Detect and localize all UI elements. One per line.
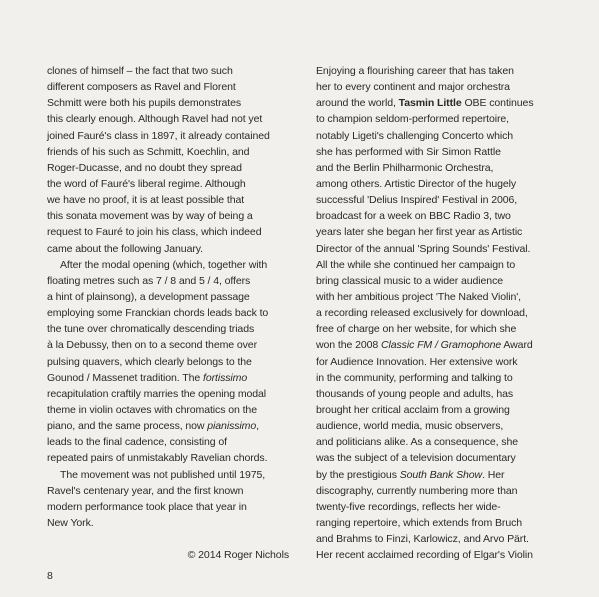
text-line: pulsing quavers, which clearly belongs to the [47,355,252,368]
text-line: employing some Franckian chords leads back to [47,307,269,320]
text-line: to champion seldom-performed repertoire, [316,113,509,126]
text-run: . Her [482,468,505,481]
text-line: and Brahms to Finzi, Karlowicz, and Arvo Pärt. [316,533,529,546]
text-line [47,418,299,434]
text-line: different composers as Ravel and Florent [47,81,236,94]
italic-term: fortissimo [202,371,248,384]
text-line: Director of the annual 'Spring Sounds' Festival. [316,242,531,255]
text-line: broadcast for a week on BBC Radio 3, two [316,210,511,223]
text-run: Gounod / Massenet tradition. The [47,371,203,384]
text-line: and politicians alike. As a consequence, she [316,436,518,449]
text-run: around the world, [316,97,399,110]
text-line: her to every continent and major orchestra [316,81,510,94]
text-line [47,370,299,386]
text-line: leads to the final cadence, consisting of [47,436,228,449]
text-run: by the prestigious [316,468,400,481]
text-line: request to Fauré to join his class, which indeed [47,226,262,239]
text-line: years later she began her first year as Artistic [316,226,523,239]
text-line: audience, world media, music observers, [316,420,504,433]
left-column [47,63,299,563]
italic-term: pianissimo [207,420,257,433]
text-line: joined Fauré's class in 1897, it already contained [47,129,270,142]
text-line: a hint of plainsong), a development passage [47,290,250,303]
text-line: recapitulation craftily marries the opening modal [47,387,267,400]
text-line: clones of himself – the fact that two such [47,65,233,77]
text-run: Award [501,339,533,352]
text-line: in the community, performing and talking to [316,371,513,384]
text-line [316,337,568,353]
text-line: theme in violin octaves with chromatics on the [47,403,257,416]
text-line: the tune over chromatically descending triads [47,323,255,336]
text-run: OBE continues [461,97,534,110]
text-line: All the while she continued her campaign to [316,258,516,271]
italic-term: South Bank Show [399,468,483,481]
text-line: the word of Fauré's liberal regime. Although [47,177,246,190]
author-signature: © 2014 Roger Nichols [187,549,289,562]
text-line: After the modal opening (which, together with [60,258,268,271]
text-line: among others. Artistic Director of the hugely [316,177,517,190]
text-line: ranging repertoire, which extends from Bruch [316,516,523,529]
text-line: Enjoying a flourishing career that has taken [316,65,514,77]
text-line: and the Berlin Philharmonic Orchestra, [316,161,494,174]
text-line: notably Ligeti's challenging Concerto which [316,129,514,142]
text-line: successful 'Delius Inspired' Festival in 2006, [316,194,518,207]
text-line: Ravel's centenary year, and the first known [47,484,244,497]
text-line: with her ambitious project 'The Naked Violin', [316,290,521,303]
text-line: was the subject of a television documentary [316,452,516,465]
page-number: 8 [47,570,53,582]
text-line: repeated pairs of unmistakably Ravelian chords. [47,452,268,465]
text-line: came about the following January. [47,242,203,255]
artist-name: Tasmin Little [398,97,462,110]
text-line [316,467,568,483]
text-line: bring classical music to a wider audience [316,274,504,287]
text-line: floating metres such as 7 / 8 and 5 / 4, offers [47,274,251,287]
text-run: piano, and the same process, now [47,420,208,433]
text-line: Her recent acclaimed recording of Elgar's Violin [316,549,533,562]
text-line: she has performed with Sir Simon Rattle [316,145,501,158]
text-line: brought her critical acclaim from a growing [316,403,510,416]
text-line: this sonata movement was by way of being a [47,210,253,223]
text-line: Schmitt were both his pupils demonstrates [47,97,242,110]
text-run: won the 2008 [316,339,381,352]
text-line: twenty-five recordings, reflects her wide- [316,500,501,513]
italic-term: Classic FM / Gramophone [380,339,502,352]
text-line: New York. [47,516,94,529]
text-line: The movement was not published until 1975, [60,468,266,481]
text-line: friends of his such as Schmitt, Koechlin, and [47,145,250,158]
text-line: a recording released exclusively for download, [316,307,528,320]
right-column [316,63,568,563]
text-run: , [256,420,259,433]
text-line: Roger-Ducasse, and no doubt they spread [47,161,242,174]
text-line: this clearly enough. Although Ravel had not yet [47,113,263,126]
text-line: we have no proof, it is at least possible that [47,194,245,207]
text-line: thousands of young people and adults, has [316,387,514,400]
text-line [316,95,568,111]
text-line: free of charge on her website, for which she [316,323,517,336]
text-line: modern performance took place that year in [47,500,247,513]
text-line: à la Debussy, then on to a second theme over [47,339,257,352]
text-line: discography, currently numbering more than [316,484,518,497]
text-line: for Audience Innovation. Her extensive work [316,355,518,368]
